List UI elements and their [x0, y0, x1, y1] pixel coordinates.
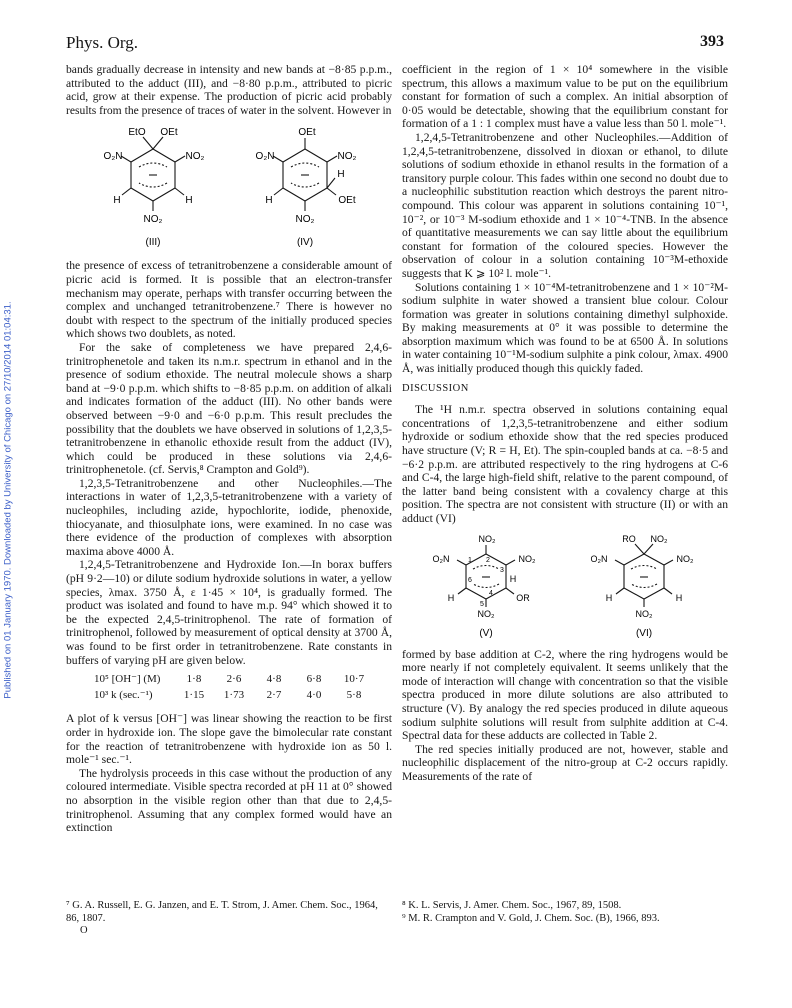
footnotes-right — [402, 900, 728, 925]
row-label: 10³ k (sec.⁻¹) — [94, 688, 153, 701]
structure-IV — [243, 123, 367, 253]
structure-label: (V) — [479, 627, 493, 639]
label-H: H — [337, 169, 345, 181]
label-NO2: NO₂ — [337, 151, 357, 163]
section-heading: DISCUSSION — [402, 382, 469, 394]
footnote: ⁸ K. L. Servis, J. Amer. Chem. Soc., 1967, 89, 1508. — [402, 900, 622, 911]
footnote-mark: O — [80, 925, 88, 936]
label-H-right: H — [185, 195, 193, 207]
structure-VI — [579, 532, 709, 642]
left-column — [66, 63, 392, 835]
right-column — [402, 63, 728, 784]
label-EtO: EtO — [128, 127, 146, 139]
table-cell: 1·8 — [186, 673, 202, 686]
label-H-left: H — [447, 592, 455, 603]
atom-number: 3 — [500, 566, 504, 574]
table-cell: 5·8 — [346, 688, 362, 701]
atom-number: 2 — [486, 556, 490, 564]
table-cell: 4·8 — [266, 673, 282, 686]
page-number: 393 — [700, 33, 724, 50]
label-OEt-top: OEt — [298, 127, 316, 139]
label-NO2-bottom: NO₂ — [295, 214, 315, 226]
footnote: ⁷ G. A. Russell, E. G. Janzen, and E. T. Strom, J. Amer. Chem. Soc., 1964, 86, 1807. — [66, 900, 378, 924]
structures-III-IV — [66, 123, 392, 253]
paragraph: 1,2,3,5-Tetranitrobenzene and other Nucleophiles.—The interactions in water of 1,2,3,5-tetranitrobenzene with a variety of nucleophiles, including azide, hypochlorite, iodide, phenoxide, thiocyanate, and thiosulphate ions, were examined. In no case was there evidence of the production of complexes with absorption maxima above 4000 Å. — [66, 476, 392, 558]
label-H-ring: H — [509, 573, 517, 584]
table-row — [94, 673, 374, 689]
label-NO2-top: NO₂ — [478, 533, 496, 544]
download-watermark-text: Published on 01 January 1970. Downloaded by University of Chicago on 27/10/2014 01:04:31. — [2, 301, 14, 699]
table-cell: 1·15 — [183, 688, 205, 701]
structure-label: (VI) — [635, 627, 653, 639]
paragraph: coefficient in the region of 1 × 10⁴ somewhere in the visible spectrum, this allows a maximum value to be put on the equilibrium constant for formation of such a complex. An initial absorption of 0·05 would be detectable, showing that the equilibrium constant for formation of a 1 : 1 complex must have a value less than 50 l. mole⁻¹. — [402, 63, 728, 131]
paragraph: The hydrolysis proceeds in this case without the production of any coloured intermediate. Visible spectra recorded at pH 11 at 0° showed no absorption in the visible region other than that due to 2,4,5-trinitrophenol. Assuming that any complex formed would have an extinction — [66, 766, 392, 835]
label-NO2: NO₂ — [185, 151, 205, 163]
atom-number: 4 — [489, 589, 493, 597]
table-cell: 6·8 — [306, 673, 322, 686]
table-row — [94, 689, 374, 705]
footnotes-left — [66, 900, 392, 938]
paragraph: The red species initially produced are not, however, stable and nucleophilic displacement of the nitro-group at C-2 occurs rapidly. Measurements of the rate of — [402, 742, 728, 783]
label-O2N: O₂N — [255, 151, 275, 163]
table-cell: 2·6 — [226, 673, 242, 686]
label-OEt: OEt — [160, 127, 178, 139]
paragraph: For the sake of completeness we have prepared 2,4,6-trinitrophenetole and taken its n.m.r. spectrum in ethanol and in the presence of sodium ethoxide. The neutral molecule shows a sharp band at −9·0 p.p.m. which shifts to −8·85 p.p.m. on addition of alkali and indicates formation of the adduct (III). No other bands were observed between −9·0 and −6·0 p.p.m. This result precludes the possibility that the doublets we have observed in solutions of 1,2,3,5-tetranitrobenzene in ethanolic ethoxide result from the adduct (IV), which could be produced in these solutions via 2,4,6-trinitrophenetole. (cf. Servis,⁸ Crampton and Gold⁹). — [66, 340, 392, 477]
label-NO2-bottom: NO₂ — [635, 608, 653, 619]
footnote: ⁹ M. R. Crampton and V. Gold, J. Chem. Soc. (B), 1966, 893. — [402, 912, 660, 924]
label-H-left: H — [605, 592, 613, 603]
label-O2N: O₂N — [432, 553, 450, 564]
paragraph: the presence of excess of tetranitrobenzene a considerable amount of picric acid is formed. It is possible that an electron-transfer mechanism may operate, perhaps with transfer occurring between the complex and unchanged tetranitrobenzene.⁷ There is however no doubt with respect to the spectrum of the initially produced species which shows two doublets, as noted. — [66, 259, 392, 341]
paragraph: Solutions containing 1 × 10⁻⁴M-tetranitrobenzene and 1 × 10⁻²M-sodium sulphite in water showed a transient blue colour. Colour formation was greater in solutions containing dimethyl sulphoxide. By making measurements at 0° it was possible to determine the absorption maximum which was found to be at 6500 Å. In solutions in water containing 10⁻¹M-sodium sulphite a pink colour, λmax. 4900 Å, was initially produced though this quickly faded. — [402, 280, 728, 376]
running-head-journal: Phys. Org. — [66, 33, 138, 52]
structures-V-VI — [402, 532, 728, 642]
row-label: 10⁵ [OH⁻] (M) — [94, 673, 161, 686]
label-O2N: O₂N — [590, 553, 608, 564]
structure-III — [91, 123, 215, 253]
download-watermark — [1, 150, 15, 850]
label-NO2: NO₂ — [518, 553, 536, 564]
atom-number: 5 — [480, 600, 484, 608]
structure-label: (IV) — [296, 237, 314, 249]
label-H-right: H — [675, 592, 683, 603]
structure-V — [421, 532, 551, 642]
label-H-left: H — [113, 195, 121, 207]
rate-constants-table — [94, 673, 374, 704]
paragraph: formed by base addition at C-2, where the ring hydrogens would be more nearly if not completely equivalent. It seems unlikely that the mode of interaction will change with concentration so that the visible spectra produced in more dilute solutions are also attributed to structure (V). By analogy the red species produced in dilute aqueous sodium sulphite solutions will result from sulphite addition at C-4. Spectral data for these adducts are collected in Table 2. — [402, 647, 728, 743]
label-O2N: O₂N — [103, 151, 123, 163]
label-OEt-right: OEt — [338, 195, 356, 207]
label-OR: OR — [516, 592, 530, 603]
paragraph: bands gradually decrease in intensity and new bands at −8·85 p.p.m., attributed to the adduct (III), and −8·80 p.p.m., attributed to picric acid, grow at their expense. The production of picric acid probably results from the presence of traces of water in the solvent. However in — [66, 63, 392, 117]
atom-number: 1 — [468, 556, 472, 564]
paragraph: 1,2,4,5-Tetranitrobenzene and other Nucleophiles.—Addition of 1,2,4,5-tetranitrobenzene, dissolved in dioxan or ethanol, to dilute solutions of sodium ethoxide in ethanol results in the formation of a transitory purple colour. This fades within one second no doubt due to a nucleophilic substitution reaction which destroys the parent nitro-compound. This colour was apparent in solutions containing 10⁻¹, 10⁻², or 10⁻³ M-sodium ethoxide and 1 × 10⁻⁴-TNB. In the absence of quantitative measurements we can say little about the equilibrium constant for formation of the coloured species. However the observation of colour in a solution containing 10⁻³M-ethoxide suggests that K ⩾ 10² l. mole⁻¹. — [402, 130, 728, 280]
label-NO2-bottom: NO₂ — [143, 214, 163, 226]
table-cell: 2·7 — [266, 688, 282, 701]
label-NO2-top: NO₂ — [650, 533, 668, 544]
table-cell: 4·0 — [306, 688, 322, 701]
paragraph: A plot of k versus [OH⁻] was linear showing the reaction to be first order in hydroxide ion. The slope gave the bimolecular rate constant for the reaction of tetranitrobenzene with hydroxide ion as 50 l. mole⁻¹ sec.⁻¹. — [66, 712, 392, 767]
paragraph: 1,2,4,5-Tetranitrobenzene and Hydroxide Ion.—In borax buffers (pH 9·2—10) or dilute sodium hydroxide solutions in water, a yellow species, λmax. 3750 Å, ε 1·45 × 10⁴, is gradually formed. The product was isolated and found to have m.p. 94° which showed it to be the expected 2,4,5-trinitrophenol. The rate of formation of trinitrophenol, followed by measurement of optical density at 3700 Å, was found to be first order in tetranitrobenzene. Rate constants in buffers of varying pH are given below. — [66, 558, 392, 667]
label-NO2-bottom: NO₂ — [477, 608, 495, 619]
label-H-left: H — [265, 195, 273, 207]
table-cell: 1·73 — [223, 688, 245, 701]
atom-number: 6 — [468, 576, 472, 584]
label-NO2: NO₂ — [676, 553, 694, 564]
structure-label: (III) — [145, 237, 161, 249]
label-RO: RO — [622, 533, 636, 544]
paragraph: The ¹H n.m.r. spectra observed in solutions containing equal concentrations of 1,2,3,5-tetranitrobenzene and either sodium hydroxide or sodium ethoxide show that the red species produced have structure (V; R = H, Et). The spin-coupled bands at ca. −8·5 and −6·2 p.p.m. are attributed respectively to the ring hydrogens at C-6 and C-4, the large high-field shift, relative to the parent compound, of the latter band being consistent with a covalency charge at this position. The spectra are not consistent with structure (II) or with an adduct (VI) — [402, 403, 728, 525]
table-cell: 10·7 — [343, 673, 365, 686]
